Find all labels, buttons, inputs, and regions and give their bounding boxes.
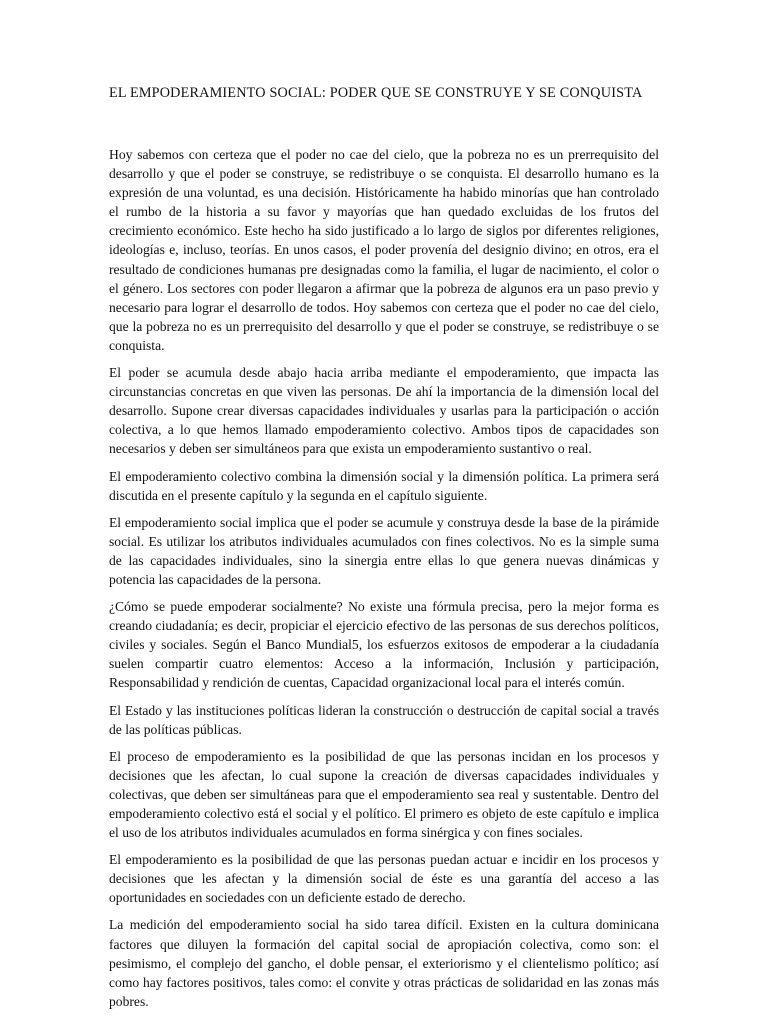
paragraph-4: El empoderamiento social implica que el poder se acumule y construya desde la base de la pirámide social. Es utilizar los atributos individuales acumulados con fines colectivos. No es la simple suma de las capacidades individuales, sino la sinergia entre ellas lo que genera nuevas dinámicas y potencia las capacidades de la persona.	[109, 514, 659, 587]
document-page	[109, 84, 659, 1019]
paragraph-5: ¿Cómo se puede empoderar socialmente? No existe una fórmula precisa, pero la mejor forma es creando ciudadanía; es decir, propiciar el ejercicio efectivo de las personas de sus derechos políticos, civiles y sociales. Según el Banco Mundial5, los esfuerzos exitosos de empoderar a la ciudadanía suelen compartir cuatro elementos: Acceso a la información, Inclusión y participación, Responsabilidad y rendición de cuentas, Capacidad organizacional local para el interés común.	[109, 599, 659, 691]
paragraph-7: El proceso de empoderamiento es la posibilidad de que las personas incidan en los procesos y decisiones que les afectan, lo cual supone la creación de diversas capacidades individuales y colectivas, que deben ser simultáneas para que el empoderamiento sea real y sustentable. Dentro del empoderamiento colectivo está el social y el político. El primero es objeto de este capítulo e implica el uso de los atributos individuales acumulados en forma sinérgica y con fines sociales.	[109, 748, 659, 841]
paragraph-8: El empoderamiento es la posibilidad de que las personas puedan actuar e incidir en los procesos y decisiones que les afectan y la dimensión social de éste es una garantía del acceso a las oportunidades en sociedades con un deficiente estado de derecho.	[109, 852, 659, 906]
paragraph-9: La medición del empoderamiento social ha sido tarea difícil. Existen en la cultura dominicana factores que diluyen la formación del capital social de apropiación colectiva, como son: el pesimismo, el complejo del gancho, el doble pensar, el exteriorismo y el clientelismo político; así como hay factores positivos, tales como: el convite y otras prácticas de solidaridad en las zonas más pobres.	[109, 917, 659, 1009]
document-title: EL EMPODERAMIENTO SOCIAL: PODER QUE SE CONSTRUYE Y SE CONQUISTA	[109, 85, 643, 101]
paragraph-2: El poder se acumula desde abajo hacia arriba mediante el empoderamiento, que impacta las circunstancias concretas en que viven las personas. De ahí la importancia de la dimensión local del desarrollo. Supone crear diversas capacidades individuales y usarlas para la participación o acción colectiva, a lo que hemos llamado empoderamiento colectivo. Ambos tipos de capacidades son necesarios y deben ser simultáneos para que exista un empoderamiento sustantivo o real.	[109, 365, 659, 457]
paragraph-3: El empoderamiento colectivo combina la dimensión social y la dimensión política. La primera será discutida en el presente capítulo y la segunda en el capítulo siguiente.	[109, 468, 659, 503]
paragraph-1: Hoy sabemos con certeza que el poder no cae del cielo, que la pobreza no es un prerrequisito del desarrollo y que el poder se construye, se redistribuye o se conquista. El desarrollo humano es la expresión de una voluntad, es una decisión. Históricamente ha habido minorías que han controlado el rumbo de la historia a su favor y mayorías que han quedado excluidas de los frutos del crecimiento económico. Este hecho ha sido justificado a lo largo de siglos por diferentes religiones, ideologías e, incluso, teorías. En unos casos, el poder provenía del designio divino; en otros, era el resultado de condiciones humanas pre designadas como la familia, el lugar de nacimiento, el color o el género. Los sectores con poder llegaron a afirmar que la pobreza de algunos era un paso previo y necesario para lograr el desarrollo de todos. Hoy sabemos con certeza que el poder no cae del cielo, que la pobreza no es un prerrequisito del desarrollo y que el poder se construye, se redistribuye o se conquista.	[109, 147, 659, 353]
paragraph-6: El Estado y las instituciones políticas lideran la construcción o destrucción de capital social a través de las políticas públicas.	[109, 702, 659, 737]
